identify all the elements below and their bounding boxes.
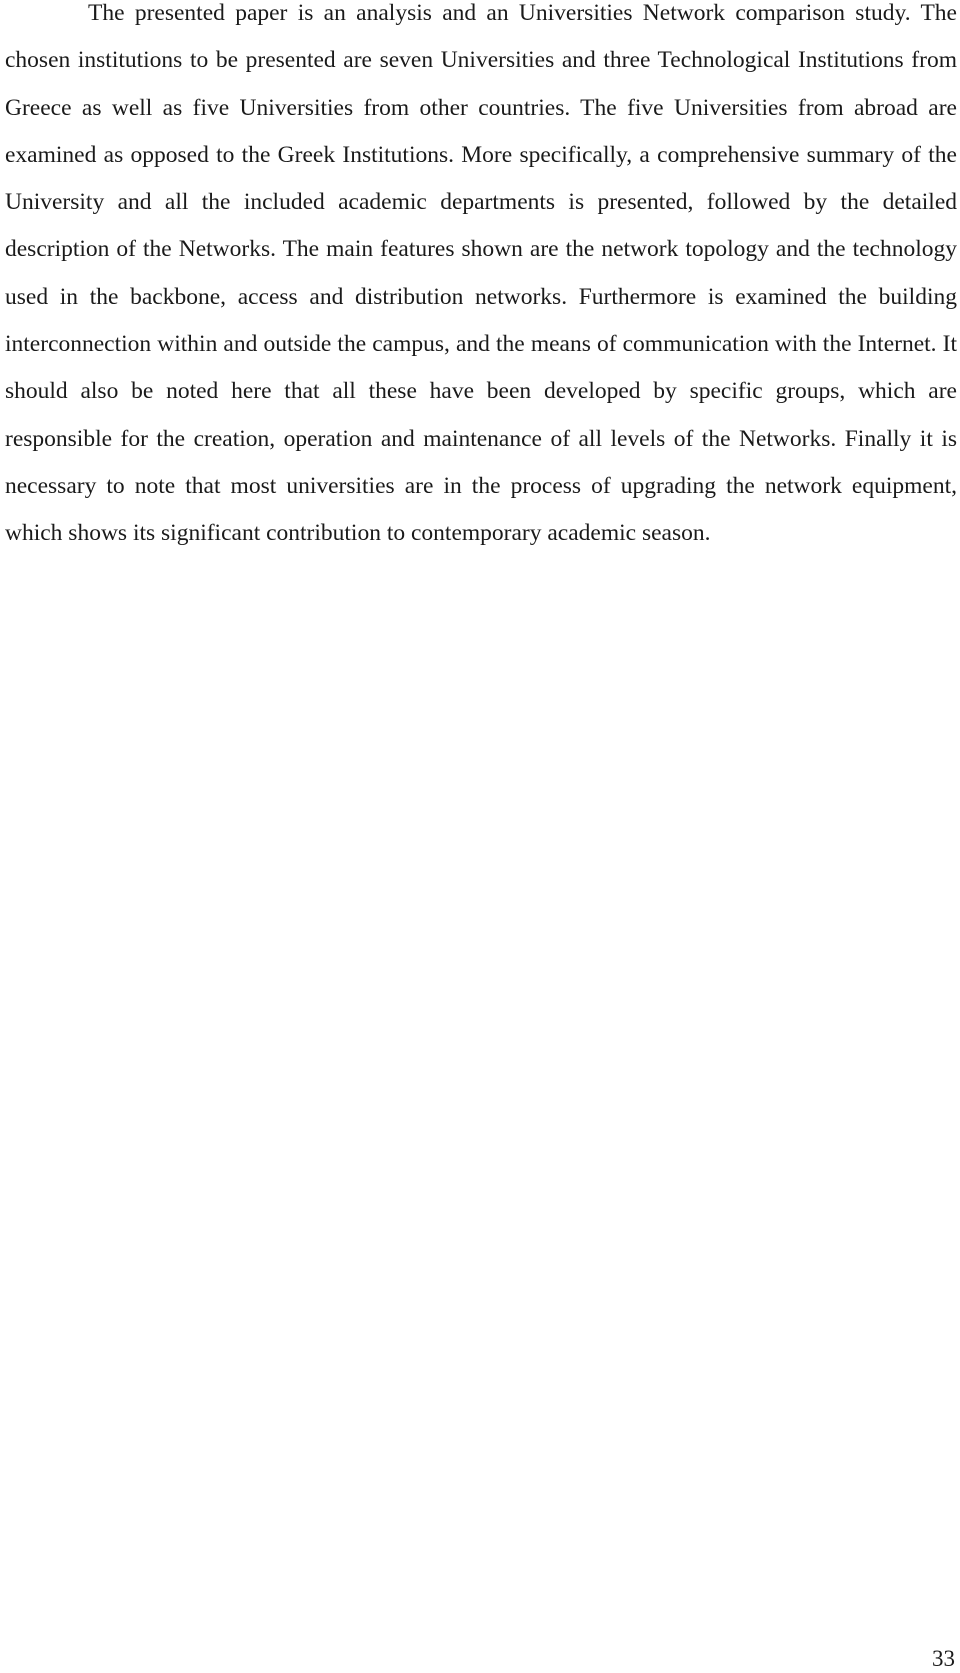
page-number: 33 <box>932 1646 955 1671</box>
abstract-paragraph: The presented paper is an analysis and an Universities Network comparison study. The chosen institutions to be presented are seven Universities and three Technological Institutions from Greece as well as five Universities from other countries. The five Universities from abroad are examined as opposed to the Greek Institutions. More specifically, a comprehensive summary of the University and all the included academic departments is presented, followed by the detailed description of the Networks. The main features shown are the network topology and the technology used in the backbone, access and distribution networks. Furthermore is examined the building interconnection within and outside the campus, and the means of communication with the Internet. It should also be noted here that all these have been developed by specific groups, which are responsible for the creation, operation and maintenance of all levels of the Networks. Finally it is necessary to note that most universities are in the process of upgrading the network equipment, which shows its significant contribution to contemporary academic season. <box>5 0 957 547</box>
